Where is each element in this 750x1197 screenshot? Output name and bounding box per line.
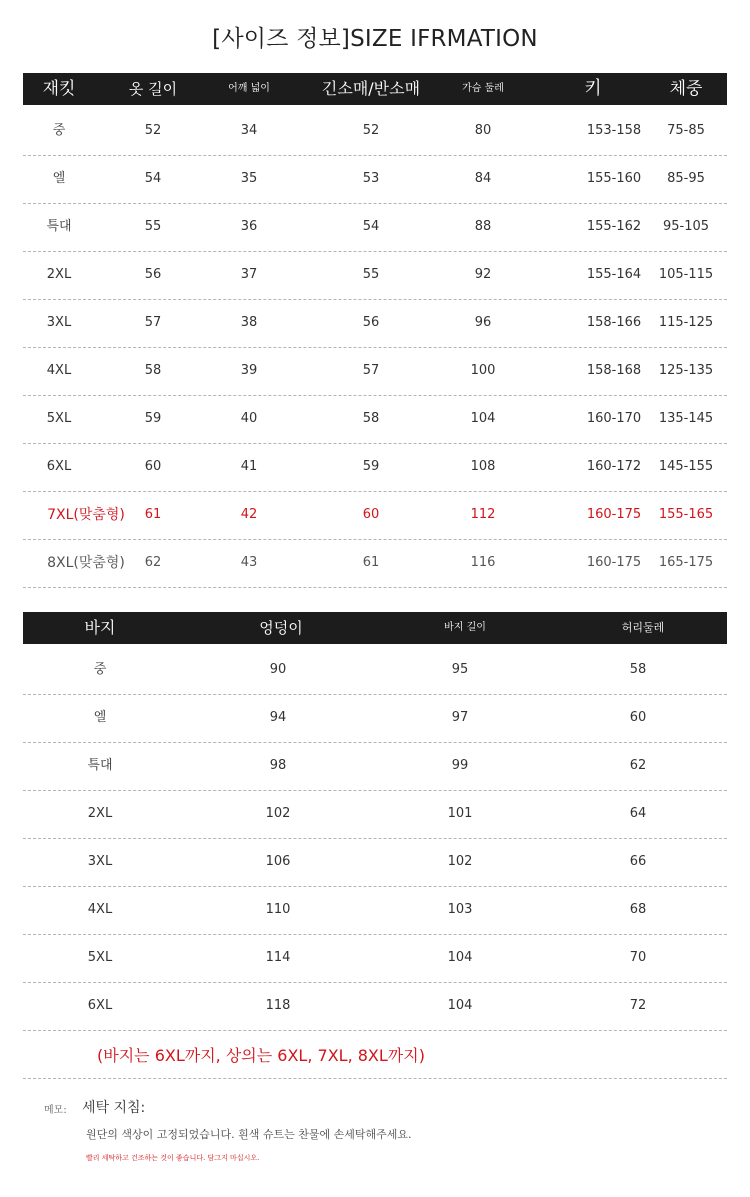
jacket-cell: 60 bbox=[144, 459, 162, 474]
pants-cell: 64 bbox=[629, 806, 647, 821]
jacket-cell: 36 bbox=[240, 219, 258, 234]
jacket-cell: 43 bbox=[240, 555, 258, 570]
jacket-header-sleeve: 긴소매/반소매 bbox=[321, 79, 421, 98]
jacket-cell: 55 bbox=[362, 267, 380, 282]
jacket-cell: 38 bbox=[240, 315, 258, 330]
pants-cell: 66 bbox=[629, 854, 647, 869]
pants-cell: 106 bbox=[265, 854, 291, 869]
pants-header-length: 바지 길이 bbox=[444, 622, 486, 633]
pants-cell: 99 bbox=[451, 758, 469, 773]
jacket-table-row bbox=[23, 443, 727, 491]
jacket-cell: 58 bbox=[144, 363, 162, 378]
pants-cell: 101 bbox=[447, 806, 473, 821]
jacket-cell: 55 bbox=[144, 219, 162, 234]
pants-table-row bbox=[23, 886, 727, 934]
pants-cell: 6XL bbox=[87, 998, 113, 1013]
separator bbox=[23, 1078, 727, 1079]
pants-cell: 58 bbox=[629, 662, 647, 677]
jacket-table-header bbox=[23, 73, 727, 105]
jacket-cell: 96 bbox=[474, 315, 492, 330]
jacket-cell: 54 bbox=[362, 219, 380, 234]
jacket-table-row bbox=[23, 491, 727, 539]
jacket-cell: 145-155 bbox=[658, 459, 714, 474]
pants-header-item: 바지 bbox=[84, 618, 116, 637]
jacket-cell: 40 bbox=[240, 411, 258, 426]
jacket-cell: 155-164 bbox=[586, 267, 642, 282]
jacket-table-row bbox=[23, 203, 727, 251]
jacket-cell: 158-168 bbox=[586, 363, 642, 378]
jacket-table-row bbox=[23, 107, 727, 155]
jacket-cell: 160-172 bbox=[586, 459, 642, 474]
jacket-cell: 59 bbox=[144, 411, 162, 426]
pants-cell: 104 bbox=[447, 950, 473, 965]
jacket-cell: 108 bbox=[470, 459, 496, 474]
jacket-cell: 엘 bbox=[52, 171, 66, 186]
pants-cell: 90 bbox=[269, 662, 287, 677]
jacket-cell: 165-175 bbox=[658, 555, 714, 570]
jacket-cell: 3XL bbox=[46, 315, 72, 330]
pants-cell: 4XL bbox=[87, 902, 113, 917]
jacket-cell: 80 bbox=[474, 123, 492, 138]
jacket-cell: 95-105 bbox=[662, 219, 710, 234]
jacket-cell: 52 bbox=[362, 123, 380, 138]
jacket-cell: 116 bbox=[470, 555, 496, 570]
jacket-cell: 56 bbox=[362, 315, 380, 330]
jacket-cell: 52 bbox=[144, 123, 162, 138]
row-separator bbox=[23, 587, 727, 588]
pants-table-row bbox=[23, 982, 727, 1030]
jacket-cell: 61 bbox=[144, 507, 162, 522]
jacket-cell: 155-165 bbox=[658, 507, 714, 522]
pants-table-header bbox=[23, 612, 727, 644]
jacket-table-row bbox=[23, 347, 727, 395]
pants-cell: 70 bbox=[629, 950, 647, 965]
jacket-cell: 34 bbox=[240, 123, 258, 138]
pants-table-row bbox=[23, 790, 727, 838]
jacket-cell: 115-125 bbox=[658, 315, 714, 330]
memo-care-text: 원단의 색상이 고정되었습니다. 흰색 슈트는 찬물에 손세탁해주세요. bbox=[86, 1128, 412, 1141]
jacket-cell: 158-166 bbox=[586, 315, 642, 330]
pants-table-row bbox=[23, 934, 727, 982]
jacket-cell: 42 bbox=[240, 507, 258, 522]
jacket-cell: 53 bbox=[362, 171, 380, 186]
jacket-header-height: 키 bbox=[584, 78, 602, 99]
jacket-cell: 2XL bbox=[46, 267, 72, 282]
jacket-cell: 39 bbox=[240, 363, 258, 378]
jacket-cell: 61 bbox=[362, 555, 380, 570]
jacket-header-length: 옷 길이 bbox=[128, 80, 178, 98]
jacket-cell: 160-170 bbox=[586, 411, 642, 426]
jacket-cell: 105-115 bbox=[658, 267, 714, 282]
jacket-cell: 4XL bbox=[46, 363, 72, 378]
jacket-cell: 7XL(맞춤형) bbox=[47, 507, 125, 523]
jacket-cell: 37 bbox=[240, 267, 258, 282]
memo-label: 메모: bbox=[44, 1105, 67, 1116]
jacket-header-chest: 가슴 둘레 bbox=[462, 83, 504, 94]
memo-care-warning: 빨리 세탁하고 건조하는 것이 좋습니다. 담그지 마십시오. bbox=[86, 1154, 260, 1162]
row-separator bbox=[23, 1030, 727, 1031]
jacket-cell: 75-85 bbox=[667, 123, 705, 138]
jacket-cell: 104 bbox=[470, 411, 496, 426]
pants-cell: 2XL bbox=[87, 806, 113, 821]
jacket-cell: 160-175 bbox=[586, 507, 642, 522]
pants-cell: 98 bbox=[269, 758, 287, 773]
pants-table-row bbox=[23, 646, 727, 694]
pants-table-row bbox=[23, 742, 727, 790]
pants-cell: 102 bbox=[447, 854, 473, 869]
pants-cell: 중 bbox=[93, 662, 107, 677]
jacket-cell: 100 bbox=[470, 363, 496, 378]
jacket-cell: 5XL bbox=[46, 411, 72, 426]
jacket-cell: 62 bbox=[144, 555, 162, 570]
jacket-cell: 6XL bbox=[46, 459, 72, 474]
jacket-cell: 153-158 bbox=[586, 123, 642, 138]
pants-cell: 72 bbox=[629, 998, 647, 1013]
pants-cell: 엘 bbox=[93, 710, 107, 725]
jacket-cell: 57 bbox=[362, 363, 380, 378]
pants-cell: 102 bbox=[265, 806, 291, 821]
jacket-cell: 155-160 bbox=[586, 171, 642, 186]
jacket-cell: 112 bbox=[470, 507, 496, 522]
pants-cell: 60 bbox=[629, 710, 647, 725]
jacket-cell: 88 bbox=[474, 219, 492, 234]
jacket-cell: 59 bbox=[362, 459, 380, 474]
jacket-cell: 57 bbox=[144, 315, 162, 330]
jacket-table-row bbox=[23, 539, 727, 587]
jacket-header-weight: 체중 bbox=[669, 79, 703, 99]
pants-cell: 103 bbox=[447, 902, 473, 917]
pants-cell: 특대 bbox=[87, 758, 113, 773]
jacket-cell: 41 bbox=[240, 459, 258, 474]
jacket-cell: 특대 bbox=[46, 219, 72, 234]
pants-cell: 68 bbox=[629, 902, 647, 917]
jacket-header-item: 재킷 bbox=[42, 79, 76, 99]
pants-header-hip: 엉덩이 bbox=[259, 619, 303, 637]
pants-cell: 110 bbox=[265, 902, 291, 917]
jacket-cell: 35 bbox=[240, 171, 258, 186]
pants-cell: 62 bbox=[629, 758, 647, 773]
jacket-cell: 60 bbox=[362, 507, 380, 522]
jacket-cell: 56 bbox=[144, 267, 162, 282]
jacket-header-shoulder: 어깨 넓이 bbox=[228, 83, 270, 94]
size-note: (바지는 6XL까지, 상의는 6XL, 7XL, 8XL까지) bbox=[97, 1046, 425, 1065]
page-title: [사이즈 정보]SIZE IFRMATION bbox=[212, 26, 538, 52]
jacket-cell: 135-145 bbox=[658, 411, 714, 426]
jacket-cell: 92 bbox=[474, 267, 492, 282]
pants-header-waist: 허리둘레 bbox=[621, 621, 665, 634]
pants-cell: 3XL bbox=[87, 854, 113, 869]
pants-table-row bbox=[23, 838, 727, 886]
jacket-cell: 58 bbox=[362, 411, 380, 426]
jacket-cell: 84 bbox=[474, 171, 492, 186]
jacket-cell: 54 bbox=[144, 171, 162, 186]
pants-cell: 97 bbox=[451, 710, 469, 725]
pants-cell: 94 bbox=[269, 710, 287, 725]
jacket-cell: 8XL(맞춤형) bbox=[47, 555, 125, 571]
pants-table-row bbox=[23, 694, 727, 742]
pants-cell: 114 bbox=[265, 950, 291, 965]
pants-cell: 104 bbox=[447, 998, 473, 1013]
jacket-table-row bbox=[23, 155, 727, 203]
pants-cell: 118 bbox=[265, 998, 291, 1013]
memo-title: 세탁 지침: bbox=[82, 1100, 146, 1116]
jacket-table-row bbox=[23, 299, 727, 347]
jacket-cell: 160-175 bbox=[586, 555, 642, 570]
pants-cell: 5XL bbox=[87, 950, 113, 965]
jacket-cell: 155-162 bbox=[586, 219, 642, 234]
jacket-cell: 중 bbox=[52, 123, 66, 138]
jacket-table-row bbox=[23, 251, 727, 299]
jacket-cell: 85-95 bbox=[667, 171, 705, 186]
jacket-table-row bbox=[23, 395, 727, 443]
jacket-cell: 125-135 bbox=[658, 363, 714, 378]
pants-cell: 95 bbox=[451, 662, 469, 677]
